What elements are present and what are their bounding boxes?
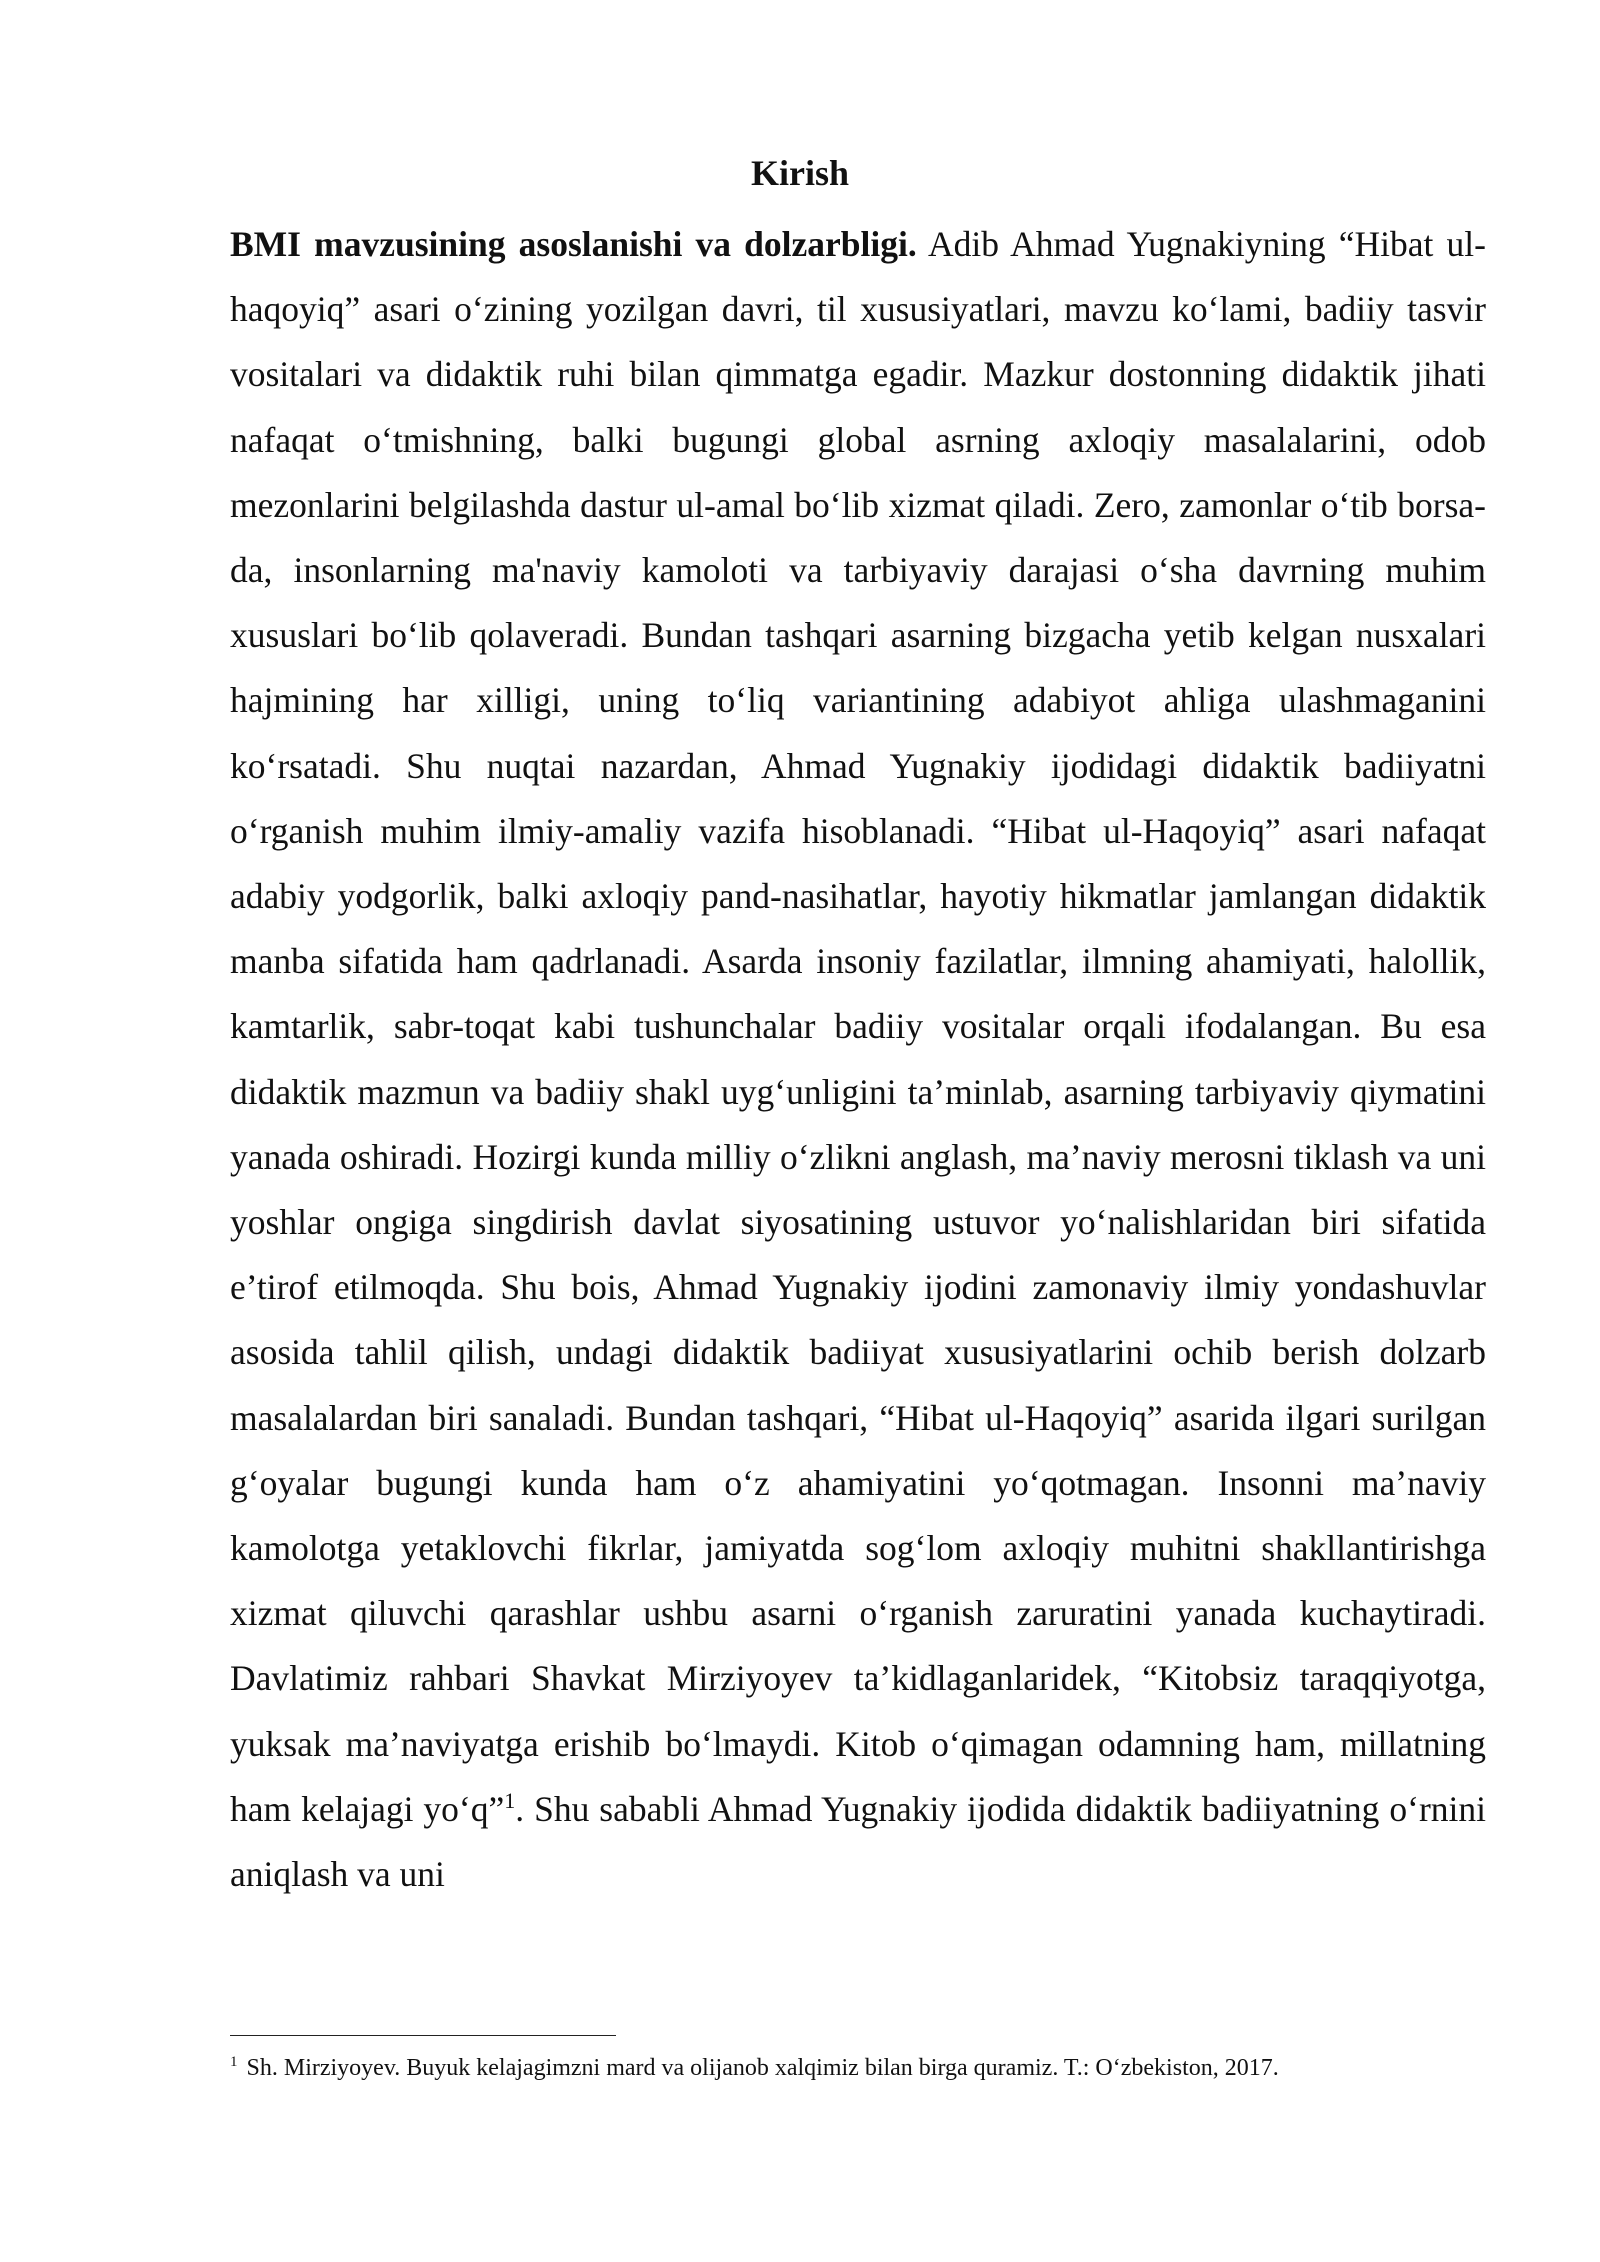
section-heading: Kirish bbox=[750, 153, 849, 193]
lead-sentence: BMI mavzusining asoslanishi va dolzarbligi. bbox=[230, 224, 917, 264]
body-text-part-2: . Shu sababli Ahmad Yugnakiy ijodida didaktik badiiyatning o‘rnini aniqlash va uni bbox=[230, 1788, 1486, 1895]
footnote bbox=[230, 2052, 1486, 2084]
footnote-separator bbox=[230, 2035, 616, 2036]
footnote-reference[interactable]: 1 bbox=[504, 1788, 516, 1814]
footnote-text: Sh. Mirziyoyev. Buyuk kelajagimzni mard va olijanob xalqimiz bilan birga quramiz. T.: O‘zbekiston, 2017. bbox=[240, 2055, 1279, 2081]
body-paragraph bbox=[230, 212, 1486, 1907]
body-text-part-1: Adib Ahmad Yugnakiyning “Hibat ul-haqoyiq” asari o‘zining yozilgan davri, til xususiyatlari, mavzu ko‘lami, badiiy tasvir vositalari va didaktik ruhi bilan qimmatga egadir. Mazkur dostonning didaktik jihati nafaqat o‘tmishning, balki bugungi global asrning axloqiy masalalarini, odob mezonlarini belgilashda dastur ul-amal bo‘lib xizmat qiladi. Zero, zamonlar o‘tib borsa-da, insonlarning ma'naviy kamoloti va tarbiyaviy darajasi o‘sha davrning muhim xususlari bo‘lib qolaveradi. Bundan tashqari asarning bizgacha yetib kelgan nusxalari hajmining har xilligi, uning to‘liq variantining adabiyot ahliga ulashmaganini ko‘rsatadi. Shu nuqtai nazardan, Ahmad Yugnakiy ijodidagi didaktik badiiyatni o‘rganish muhim ilmiy-amaliy vazifa hisoblanadi. “Hibat ul-Haqoyiq” asari nafaqat adabiy yodgorlik, balki axloqiy pand-nasihatlar, hayotiy hikmatlar jamlangan didaktik manba sifatida ham qadrlanadi. Asarda insoniy fazilatlar, ilmning ahamiyati, halollik, kamtarlik, sabr-toqat kabi tushunchalar badiiy vositalar orqali ifodalangan. Bu esa didaktik mazmun va badiiy shakl uyg‘unligini ta’minlab, asarning tarbiyaviy qiymatini yanada oshiradi. Hozirgi kunda milliy o‘zlikni anglash, ma’naviy merosni tiklash va uni yoshlar ongiga singdirish davlat siyosatining ustuvor yo‘nalishlaridan biri sifatida e’tirof etilmoqda. Shu bois, Ahmad Yugnakiy ijodini zamonaviy ilmiy yondashuvlar asosida tahlil qilish, undagi didaktik badiiyat xususiyatlarini ochib berish dolzarb masalalardan biri sanaladi. Bundan tashqari, “Hibat ul-Haqoyiq” asarida ilgari surilgan g‘oyalar bugungi kunda ham o‘z ahamiyatini yo‘qotmagan. Insonni ma’naviy kamolotga yetaklovchi fikrlar, jamiyatda sog‘lom axloqiy muhitni shakllantirishga xizmat qiluvchi qarashlar ushbu asarni o‘rganish zaruratini yanada kuchaytiradi. Davlatimiz rahbari Shavkat Mirziyoyev ta’kidlaganlaridek, “Kitobsiz taraqqiyotga, yuksak ma’naviyatga erishib bo‘lmaydi. Kitob o‘qimagan odamning ham, millatning ham kelajagi yo‘q” bbox=[230, 224, 1486, 1829]
footnote-marker: 1 bbox=[230, 2054, 238, 2070]
